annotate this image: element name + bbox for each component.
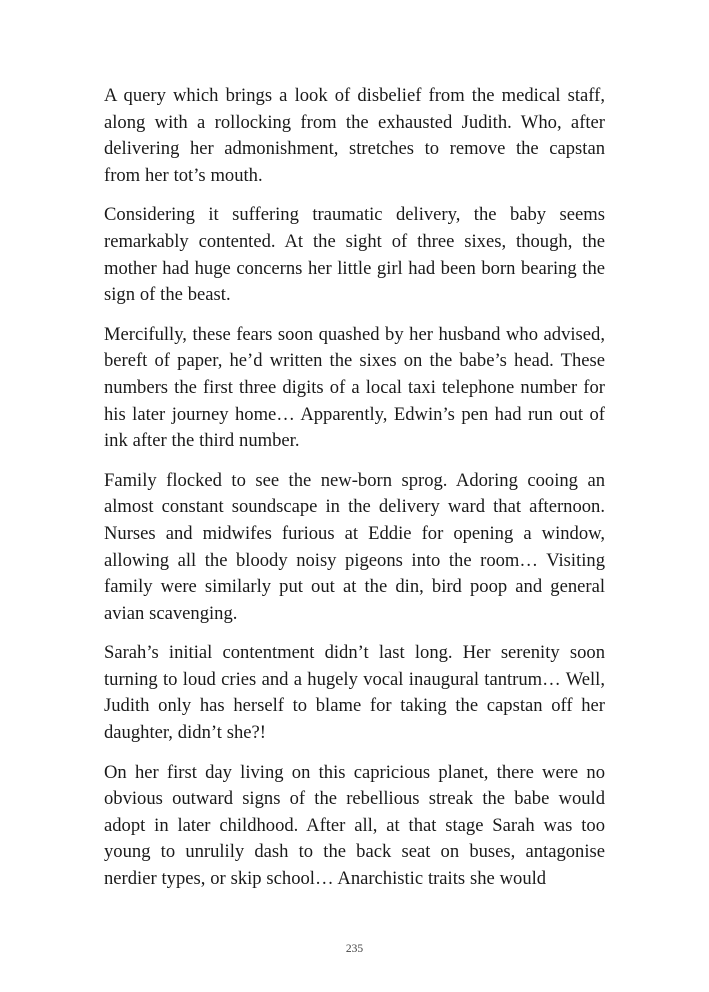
paragraph-5: Sarah’s initial contentment didn’t last long. Her serenity soon turning to loud cries and a hugely vocal inaugural tantrum… Well, Judith only has herself to blame for taking the capstan off her daughter, didn’t she?! xyxy=(104,642,605,744)
paragraph-1: A query which brings a look of disbelief from the medical staff, along with a rollocking from the exhausted Judith. Who, after delivering her admonishment, stretches to remove the capstan from her tot’s mouth. xyxy=(104,85,605,186)
paragraph-2: Considering it suffering traumatic delivery, the baby seems remarkably contented. At the sight of three sixes, though, the mother had huge concerns her little girl had been born bearing the sign of the beast. xyxy=(104,204,605,306)
paragraph-4: Family flocked to see the new-born sprog. Adoring cooing an almost constant soundscape in the delivery ward that afternoon. Nurses and midwifes furious at Eddie for opening a window, allowing all the bloody noisy pigeons into the room… Visiting family were similarly put out at the din, bird poop and general avian scavenging. xyxy=(104,469,605,624)
paragraph-6: On her first day living on this capricious planet, there were no obvious outward signs of the rebellious streak the babe would adopt in later childhood. After all, at that stage Sarah was too young to unrulily dash to the back seat on buses, antagonise nerdier types, or skip school… Anarchistic traits she would xyxy=(104,761,605,890)
page-body xyxy=(104,83,605,906)
page-number: 235 xyxy=(345,943,364,955)
paragraph-3: Mercifully, these fears soon quashed by her husband who advised, bereft of paper, he’d written the sixes on the babe’s head. These numbers the first three digits of a local taxi telephone number for his later journey home… Apparently, Edwin’s pen had run out of ink after the third number. xyxy=(104,323,605,452)
